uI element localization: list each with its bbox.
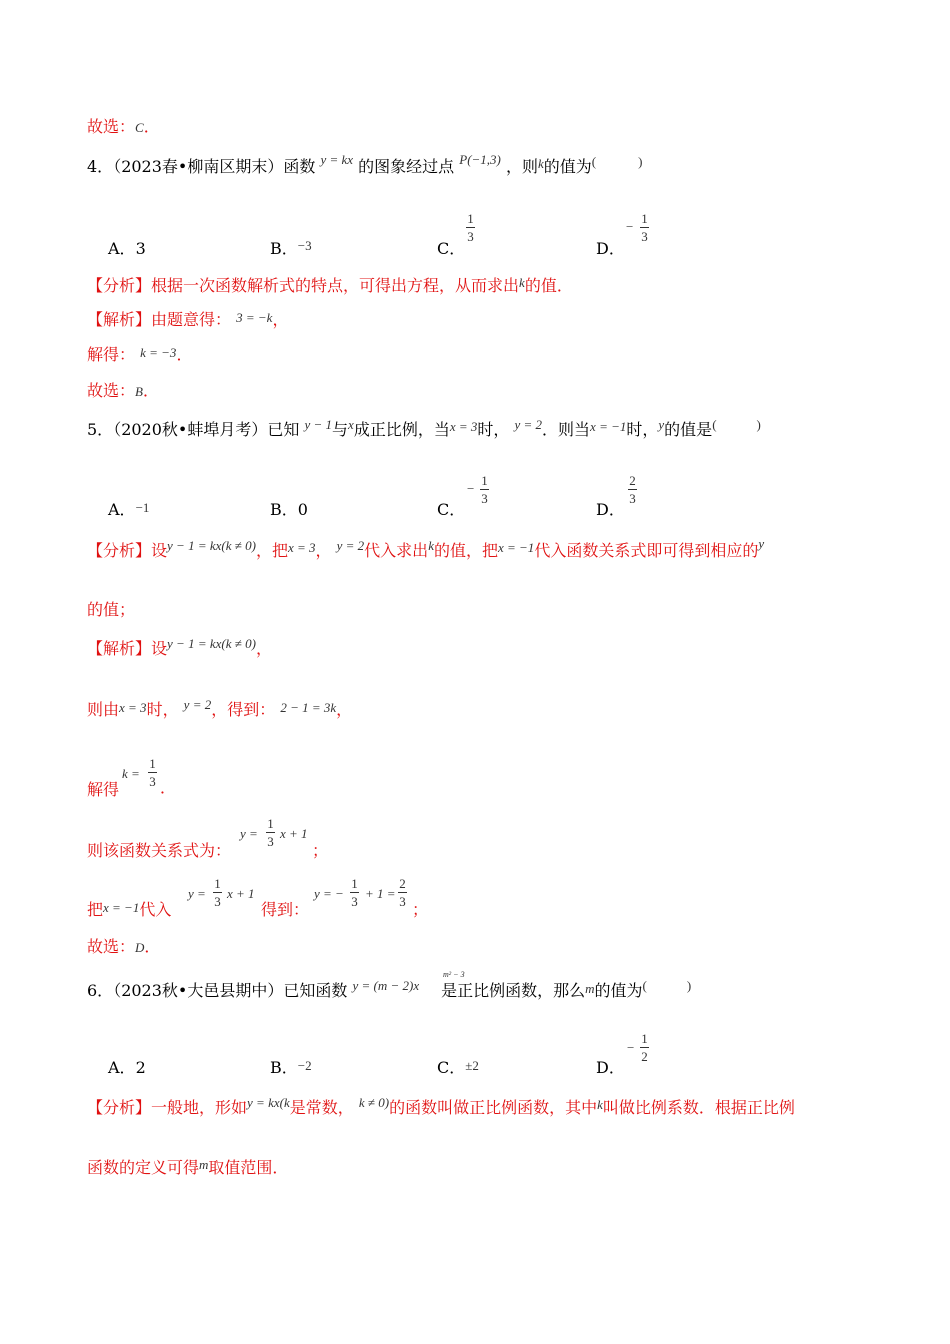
q5-step-2-fraction: 1 3 bbox=[149, 756, 156, 789]
q6-analysis-cont: 函数的定义可得$^m$取值范围． bbox=[87, 1157, 289, 1177]
q5-step-3-eq-tail: x + 1 bbox=[280, 826, 308, 841]
q5-option-c-fraction: 1 3 bbox=[481, 473, 488, 506]
q4-option-b[interactable]: B．$^{-3}$ bbox=[270, 238, 312, 258]
q5-step-3-fraction: 1 3 bbox=[267, 816, 274, 849]
q5-step-4-fraction-c: 2 3 bbox=[399, 876, 406, 909]
q6-analysis: 【分析】一般地，形如$^{y = kx(k}$是常数， $^{k \ne 0)}$的函数叫做正比例函数，其中$^k$叫做比例系数．根据正比例 bbox=[87, 1095, 795, 1117]
q5-step-3: 则该函数关系式为： bbox=[87, 841, 232, 860]
q5-stem: 5．（2020秋•蚌埠月考）已知 $^{y - 1}$与$^x$成正比例，当$^{x = 3}$时， $^{y = 2}$．则当$^{x = -1}$时，$^y$的值是( ) bbox=[87, 417, 761, 439]
q4-option-c[interactable]: C． bbox=[437, 239, 466, 258]
q6-option-b[interactable]: B．−2 bbox=[270, 1058, 312, 1077]
q4-stem: 4．（2023春•柳南区期末）函数 $^{y = kx}$ 的图象经过点 $^{P(-1,3)}$ ，则$^k$的值为( ) bbox=[87, 152, 643, 176]
q5-step-1: 则由x = 3时， $^{y = 2}$，得到： 2 − 1 = 3k， bbox=[87, 697, 353, 719]
q5-step-3-end: ； bbox=[312, 841, 329, 860]
q6-option-c[interactable]: C．±2 bbox=[437, 1058, 479, 1077]
q5-option-d[interactable]: D． bbox=[596, 500, 625, 519]
q5-option-c[interactable]: C． bbox=[437, 500, 466, 519]
q5-step-4-eq2: y = − bbox=[314, 886, 344, 901]
q5-option-d-fraction: 2 3 bbox=[629, 473, 636, 506]
q4-option-d[interactable]: D． bbox=[596, 239, 625, 258]
q4-option-a[interactable]: A．3 bbox=[108, 239, 146, 258]
q5-step-4-eq2-mid: + 1 = bbox=[365, 886, 396, 901]
q6-option-d-sign: − bbox=[627, 1040, 635, 1055]
q5-step-4-fraction-a: 1 3 bbox=[214, 876, 221, 909]
q4-answer-line: 故选：B． bbox=[87, 381, 159, 400]
q6-exponent: m² − 3 bbox=[443, 970, 465, 979]
q5-analysis-cont: 的值； bbox=[87, 600, 136, 619]
q4-option-c-fraction: 1 3 bbox=[467, 211, 474, 244]
q5-step-3-eq: y = bbox=[240, 826, 258, 841]
q5-answer-line: 故选：D． bbox=[87, 937, 161, 956]
q6-stem: 6．（2023秋•大邑县期中）已知函数 $^{y = (m - 2)x}$ 是正比例函数，那么m的值为( ) bbox=[87, 978, 692, 1000]
q5-solution: 【解析】设$^{y - 1 = kx(k \ne 0)}$， bbox=[87, 636, 272, 658]
q6-option-d[interactable]: D． bbox=[596, 1058, 625, 1077]
q5-step-4-fraction-b: 1 3 bbox=[351, 876, 358, 909]
q5-step-4-label: 得到： bbox=[261, 900, 310, 919]
q5-step-4-end: ； bbox=[412, 900, 429, 919]
q5-step-4-eq: y = bbox=[188, 886, 206, 901]
q5-step-4-eq-tail: x + 1 bbox=[227, 886, 255, 901]
q3-answer-line: 故选：C． bbox=[87, 117, 160, 136]
q5-step-2-eq: k = bbox=[122, 766, 140, 781]
q5-option-c-sign: − bbox=[467, 481, 475, 496]
q5-option-a[interactable]: A．−1 bbox=[108, 500, 150, 519]
q4-option-d-sign: − bbox=[626, 219, 634, 234]
q5-option-b[interactable]: B．0 bbox=[270, 500, 308, 519]
q5-step-2-end: ． bbox=[160, 778, 177, 797]
q5-step-4: 把x = −1代入 bbox=[87, 900, 172, 919]
q4-solve: 解得： k = −3． bbox=[87, 345, 193, 364]
q6-option-d-fraction: 1 2 bbox=[641, 1031, 648, 1064]
q5-step-2: 解得 bbox=[87, 780, 120, 799]
q5-analysis: 【分析】设$^{y - 1 = kx(k \ne 0)}$，把$^{x = 3}$， $^{y = 2}$代入求出$^k$的值，把$^{x = -1}$代入函数关系式即可得到相应的$^y$ bbox=[87, 536, 765, 560]
q6-option-a[interactable]: A．2 bbox=[108, 1058, 146, 1077]
q4-option-d-fraction: 1 3 bbox=[641, 211, 648, 244]
q4-solution: 【解析】由题意得： 3 = −k， bbox=[87, 310, 289, 329]
q4-analysis: 【分析】根据一次函数解析式的特点，可得出方程，从而求出$^k$的值． bbox=[87, 275, 573, 295]
